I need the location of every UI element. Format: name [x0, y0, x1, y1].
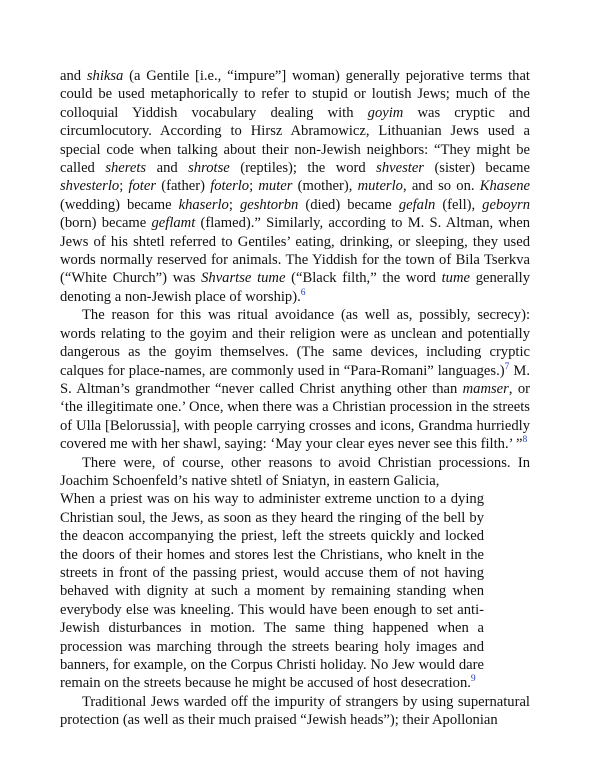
page-body — [60, 67, 530, 730]
yiddish-term: goyim — [367, 104, 404, 121]
yiddish-term: shvesterlo — [60, 178, 120, 195]
quote-text: When a priest was on his way to administer extreme unction to a dying Christian soul, the Jews, as soon as they heard the ringing of the bell by the deacon accompanying the priest, left the streets quickly and locked the doors of their homes and stores lest the Christians, who knelt in the streets in front of the passing priest, would accuse them of not having behaved with dignity at such a moment by remaining standing when everybody else was kneeling. This would have been enough to set anti-Jewish disturbances in motion. The same thing happened when a procession was marching through the streets bearing holy images and banners, for example, on the Corpus Christi holiday. No Jew would dare remain on the streets because he might be accused of host desecration. — [60, 491, 484, 692]
yiddish-term: foter — [128, 178, 157, 195]
footnote-link-8[interactable]: 8 — [522, 435, 528, 446]
text-run: , or ‘the illegitimate one.’ Once, when there was a Christian procession in the streets of Ulla [Belorussia], with people carrying crosses and icons, Grandma hurriedly covered me with her shawl, saying: ‘May your clear eyes never see this filth.’ ” — [60, 380, 530, 453]
footnote-link-6[interactable]: 6 — [300, 288, 306, 299]
text-run: and — [146, 160, 189, 177]
yiddish-term: shiksa — [86, 68, 124, 84]
paragraph-ritual-avoidance — [60, 306, 530, 453]
yiddish-term: geboyrn — [482, 196, 530, 213]
text-run: (died) became — [298, 196, 399, 213]
text-run: (flamed).” Similarly, according to M. S. Altman, when Jews of his shtetl referred to Gentiles’ eating, drinking, or sleeping, they used words normally reserved for animals. The Yiddish for the town of Bila Tserkva (“White Church”) was — [60, 215, 531, 287]
yiddish-term: Shvartse tume — [201, 270, 286, 287]
text-run: (born) became — [60, 215, 152, 232]
yiddish-term: sherets — [105, 160, 147, 177]
text-run: (fell), — [435, 196, 483, 213]
text-run: (“Black filth,” the word — [285, 270, 442, 287]
text-run: and — [60, 68, 87, 84]
yiddish-term: muter — [258, 178, 293, 195]
text-run: (a Gentile [i.e., “impure”] woman) generally pejorative terms that could be used metaphorically to refer to stupid or loutish Jews; much of the colloquial Yiddish vocabulary dealing with — [60, 68, 530, 121]
yiddish-term: gefaln — [398, 196, 436, 213]
text-run: (mother), — [292, 178, 358, 195]
yiddish-term: shvester — [376, 160, 424, 177]
text-run: ; — [249, 178, 259, 195]
footnote-link-9[interactable]: 9 — [470, 674, 476, 685]
block-quotation — [60, 490, 484, 692]
text-run: , and so on. — [402, 178, 480, 195]
yiddish-term: geshtorbn — [239, 196, 299, 213]
yiddish-term: geflamt — [151, 215, 196, 232]
yiddish-term: tume — [441, 270, 470, 287]
yiddish-term: muterlo — [357, 178, 403, 195]
text-run: was cryptic and circumlocutory. According to Hirsz Abramowicz, Lithuanian Jews used a special code when talking about their non-Jewish neighbors: “They might be called — [60, 104, 530, 177]
text-run: ; — [228, 196, 240, 213]
paragraph-processions: There were, of course, other reasons to avoid Christian processions. In Joachim Schoenfeld’s native shtetl of Sniatyn, in eastern Galicia, — [60, 454, 530, 489]
text-run: The reason for this was ritual avoidance (as well as, possibly, secrecy): words relating to the goyim and their religion were as unclean and potentially dangerous as the goyim themselves. (The same devices, including cryptic calques for place-names, are commonly used in “Para-Romani” languages.) — [60, 307, 530, 379]
yiddish-term: shrotse — [188, 160, 230, 177]
yiddish-term: mamser — [462, 380, 509, 397]
yiddish-term: Khasene — [479, 178, 530, 195]
text-run: (sister) became — [423, 160, 530, 177]
paragraph-yiddish-vocabulary — [60, 67, 530, 306]
yiddish-term: foterlo — [210, 178, 250, 195]
text-run: (reptiles); the word — [229, 160, 377, 177]
text-run: generally denoting a non-Jewish place of worship). — [60, 270, 530, 305]
text-run: M. S. Altman’s grandmother “never called Christ anything other than — [60, 362, 530, 397]
paragraph-supernatural-protection: Traditional Jews warded off the impurity of strangers by using supernatural protection (as well as their much praised “Jewish heads”); their Apollonian — [60, 693, 530, 729]
text-run: ; — [119, 178, 129, 195]
footnote-link-7[interactable]: 7 — [504, 361, 510, 372]
text-run: (wedding) became — [60, 196, 179, 213]
yiddish-term: khaserlo — [178, 196, 229, 213]
text-run: (father) — [156, 178, 211, 195]
